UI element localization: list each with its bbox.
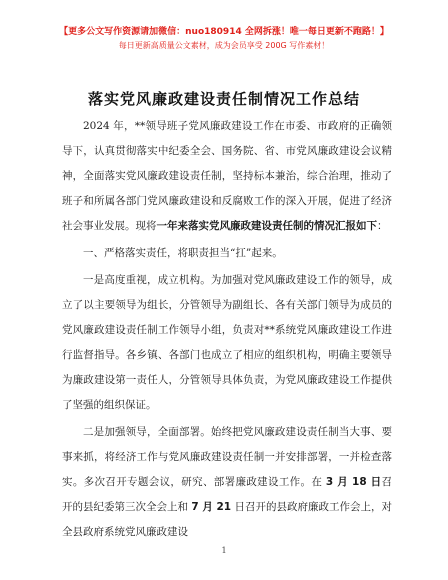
promo-banner-line-1: 【更多公文写作资源请加微信：nuo180914 全网拆涨！唯一每日更新不跑路！】 <box>59 27 389 37</box>
paragraph-point-2 <box>62 420 392 545</box>
paragraph-intro-colon: ： <box>377 220 388 232</box>
paragraph-point-2-date-1: 3 月 18 日 <box>325 476 382 488</box>
paragraph-point-2-text-c: 日召开的县政府廉政工作会上，对全县政府系统党风廉政建设 <box>62 501 392 538</box>
paragraph-point-2-date-2: 7 月 21 <box>191 501 232 513</box>
paragraph-point-2-text-a: 二是加强领导，全面部署。始终把党风廉政建设责任制当大事、要事来抓，将经济工作与党风廉政建设责任制一并安排部署，一并检查落实。多次召开专题会议，研究、部署廉政建设工作。在 <box>62 426 392 488</box>
paragraph-intro <box>62 114 392 239</box>
paragraph-intro-bold-text: 一年来落实党风廉政建设责任制的情况汇报如下 <box>156 220 377 232</box>
section-heading-1-text: 一、严格落实责任，将职责担当“扛”起来。 <box>83 247 283 259</box>
section-heading-1 <box>62 241 392 266</box>
paragraph-point-1-text: 一是高度重视，成立机构。为加强对党风廉政建设工作的领导，成立了以主要领导为组长，分管领导为副组长、各有关部门领导为成员的党风廉政建设责任制工作领导小组，负责对**系统党风廉政建设工作进行监督指导。各乡镇、各部门也成立了相应的组织机构，明确主要领导为廉政建设第一责任人，分管领导具体负责，为党风廉政建设工作提供了坚强的组织保证。 <box>62 274 392 411</box>
page-number: 1 <box>221 546 227 555</box>
promo-banner <box>0 26 448 51</box>
document-body <box>62 114 392 545</box>
paragraph-point-1 <box>62 268 392 418</box>
promo-banner-line-2: 每日更新高质量公文素材，成为会员享受 200G 写作素材！ <box>118 41 330 50</box>
paragraph-intro-text: 2024 年，**领导班子党风廉政建设工作在市委、市政府的正确领导下，认真贯彻落实中纪委全会、国务院、省、市党风廉政建设会议精神，全面落实党风廉政建设责任制，坚持标本兼治，综合治理，推动了班子和所属各部门党风廉政建设和反腐败工作的深入开展，促进了经济社会事业发展。现将 <box>62 120 392 232</box>
paragraph-point-2-text-b: 召开的县纪委第三次全会上和 <box>62 476 393 513</box>
document-title: 落实党风廉政建设责任制情况工作总结 <box>87 90 360 108</box>
